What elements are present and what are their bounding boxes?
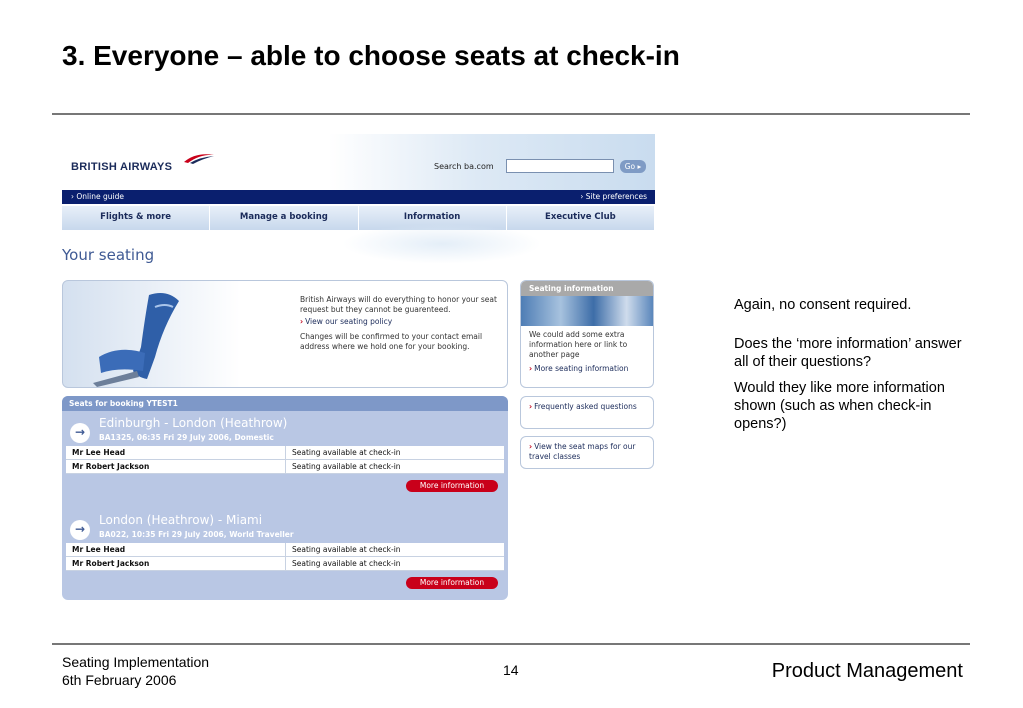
flight-arrow-icon[interactable]: → [70, 520, 90, 540]
ba-top-navbar [62, 190, 655, 204]
more-information-button[interactable]: More information [406, 480, 498, 492]
flight-route: Edinburgh - London (Heathrow) [99, 416, 288, 430]
seating-info-header: Seating information [521, 281, 653, 296]
table-row [66, 557, 504, 571]
decorative-cloud [342, 224, 542, 264]
passenger-name: Mr Lee Head [66, 543, 286, 556]
footer-left [62, 653, 209, 689]
slide-notes [734, 296, 964, 454]
note-2: Does the ‘more information’ answer all of their questions? [734, 336, 962, 370]
passenger-name: Mr Lee Head [66, 446, 286, 459]
seat-icon [89, 287, 199, 387]
seating-policy-label: View our seating policy [305, 317, 393, 327]
panel-text-2: Changes will be confirmed to your contact email address where we hold one for your booking. [300, 331, 483, 351]
more-information-button[interactable]: More information [406, 577, 498, 589]
ba-logo[interactable]: BRITISH AIRWAYS [71, 161, 173, 173]
go-button[interactable]: Go ▸ [620, 160, 646, 173]
online-guide-label: Online guide [76, 192, 124, 201]
cabin-photo [521, 296, 653, 326]
flight-route: London (Heathrow) - Miami [99, 513, 263, 527]
footer-project: Seating Implementation [62, 654, 210, 670]
search-label: Search ba.com [434, 162, 494, 171]
note-3: Would they like more information shown (such as when check-in opens?) [734, 380, 945, 432]
ba-swoosh-icon [182, 150, 216, 166]
panel-text [300, 295, 500, 352]
seating-info-body: We could add some extra information here or link to another page [529, 330, 628, 360]
seating-info-text [521, 326, 653, 378]
tab-manage-booking[interactable]: Manage a booking [210, 206, 358, 230]
ba-main-tabs [62, 206, 655, 230]
tab-flights[interactable]: Flights & more [62, 206, 210, 230]
booking-seats-panel [62, 396, 508, 600]
seating-panel [62, 280, 508, 388]
seat-maps-label: View the seat maps for our travel classes [529, 442, 636, 462]
passenger-name: Mr Robert Jackson [66, 460, 286, 473]
slide-title: 3. Everyone – able to choose seats at check-in [62, 40, 680, 71]
note-1: Again, no consent required. [734, 297, 912, 313]
table-row [66, 460, 504, 474]
tab-executive-club[interactable]: Executive Club [507, 206, 655, 230]
more-seating-info-link[interactable]: › More seating information [529, 363, 629, 373]
seat-status: Seating available at check-in [292, 545, 401, 554]
page-number: 14 [503, 662, 519, 678]
table-row [66, 543, 504, 557]
footer-date: 6th February 2006 [62, 672, 177, 688]
tab-information[interactable]: Information [359, 206, 507, 230]
passenger-table [66, 446, 504, 474]
faq-link-box[interactable]: › Frequently asked questions [520, 396, 654, 429]
ba-screenshot [62, 134, 655, 604]
seat-maps-link-box[interactable]: › View the seat maps for our travel classes [520, 436, 654, 469]
site-preferences-link[interactable]: › Site preferences [580, 192, 647, 201]
more-seating-info-label: More seating information [534, 363, 629, 373]
site-preferences-label: Site preferences [585, 192, 647, 201]
page-heading: Your seating [62, 246, 155, 264]
online-guide-link[interactable]: › Online guide [71, 192, 124, 201]
flight-arrow-icon[interactable]: → [70, 423, 90, 443]
search-input[interactable] [506, 159, 614, 173]
seating-policy-link[interactable]: › View our seating policy [300, 317, 393, 327]
flight-detail: BA022, 10:35 Fri 29 July 2006, World Traveller [99, 530, 294, 539]
booking-header: Seats for booking YTEST1 [62, 396, 508, 411]
seat-status: Seating available at check-in [292, 559, 401, 568]
panel-text-1: British Airways will do everything to honor your seat request but they cannot be guarenteed. [300, 295, 497, 315]
passenger-table [66, 543, 504, 571]
seating-info-box [520, 280, 654, 388]
seat-status: Seating available at check-in [292, 462, 401, 471]
table-row [66, 446, 504, 460]
top-divider [52, 113, 970, 115]
flight-detail: BA1325, 06:35 Fri 29 July 2006, Domestic [99, 433, 274, 442]
seat-status: Seating available at check-in [292, 448, 401, 457]
go-label: Go [624, 162, 636, 171]
bottom-divider [52, 643, 970, 645]
passenger-name: Mr Robert Jackson [66, 557, 286, 570]
ba-header [62, 134, 655, 190]
footer-department: Product Management [771, 660, 963, 682]
faq-label: Frequently asked questions [534, 402, 637, 411]
